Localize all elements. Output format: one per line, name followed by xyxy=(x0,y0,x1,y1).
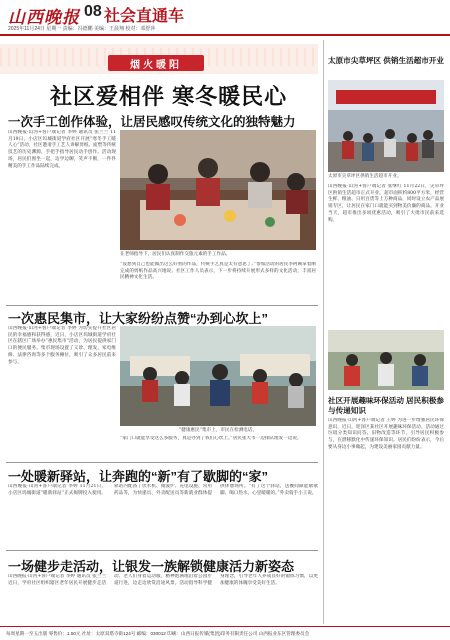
divider xyxy=(6,305,318,306)
story2-body-2: “家门口就能享受这么多服务，真是办到了我们心坎上。”居民张大爷一边排队理发一边说。 xyxy=(120,436,302,441)
page-number: 08 xyxy=(84,3,102,20)
sidebar-photo xyxy=(328,330,444,390)
lead-photo xyxy=(120,130,316,250)
divider xyxy=(6,550,318,551)
story2-photo-caption: “健康惠民”集市上，市民在检测电话。 xyxy=(178,428,258,433)
column-tag: 烟火暖阳 xyxy=(130,60,182,71)
masthead-meta: 2025年11月24日 星期一 责编：冯德鹏 美编：王晨翔 校对：邓舒萍 xyxy=(8,26,156,32)
column-divider xyxy=(323,40,324,624)
sidebar-top-caption: 太原市尖草坪区供销生活超市开业。 xyxy=(328,174,402,179)
story3-body: 山西晚报·山河+客户端记者 李婷 11月21日，小店区坞城街道“暖新驿站”正式揭牌投入使用。驿站内配备了饮水机、微波炉、充电设施、常用药品等，为快递员、外卖配送员等新就业群体提供休憩场所。“有了这个驿站，送餐间隙能歇歇脚、喝口热水，心里暖暖的。”外卖骑手小王说。 xyxy=(8,484,318,496)
lead-headline: 社区爱相伴 寒冬暖民心 xyxy=(50,84,288,109)
paper-logo: 山西晚报 xyxy=(8,8,80,28)
story4-body: 山西晚报·山河+客户端记者 李婷 通讯员 张兰兰 近日，学府社区组织辖区老年居民开展健步走活动。老人们身着运动服，精神饱满地沿着公园步道行进，边走边欣赏沿途风景。活动倡导科学健身理念，引导老年人养成良好的锻炼习惯，以更加健康的体魄享受美好生活。 xyxy=(8,574,318,586)
story2-headline: 一次惠民集市，让大家纷纷点赞“办到心坎上” xyxy=(8,311,269,326)
story4-headline: 一场健步走活动，让银发一族解锁健康活力新姿态 xyxy=(8,559,295,574)
divider xyxy=(6,462,318,463)
story3-headline: 一处暖新驿站，让奔跑的“新”有了歇脚的“家” xyxy=(8,469,269,484)
masthead xyxy=(0,0,450,36)
sidebar-bottom-body: 山西晚报·山河+客户端记者 王婷 为进一步增强居民环保意识，近日，迎泽区某社区开展趣味环保活动。活动通过垃圾分类知识问答、旧物改造等环节，引导居民积极参与，在潜移默化中传递环保知识。居民们纷纷表示，今后要从身边小事做起，为建设美丽家园贡献力量。 xyxy=(328,418,444,450)
sidebar-bottom-headline: 社区开展趣味环保活动 居民积极参与传递知识 xyxy=(328,396,445,415)
lead-subheadline: 一次手工创作体验，让居民感叹传统文化的独特魅力 xyxy=(8,115,296,129)
lead-body-2: “没想到自己也能做出这么好看的作品，传统手艺真是太有意思了。”参加活动的居民李阿姨拿着刚完成的剪纸作品高兴地说。社区工作人员表示，下一步将持续开展形式多样的文化活动，丰富居民精神文化生活。 xyxy=(120,262,316,281)
page-footer: 每周星期一至五出版 零售价：1.50元 社址：太原双塔寺街124号 邮编：030012 印刷：山西日报传媒(集团)印务有限责任公司 山西报业东区管理委员会 xyxy=(0,626,450,640)
story2-photo xyxy=(120,326,316,426)
sidebar-top-photo xyxy=(328,80,444,172)
sidebar-top-body: 山西晚报·山河+客户端记者 张继红 11月22日，尖草坪区供销生活超市正式开业。超市面积约800平方米，经营生鲜、粮油、日用百货等上万种商品，同时设立农产品展销专区，让居民在家门口就能买到物美价廉的商品。开业当天，超市推出多项优惠活动，吸引了大批市民前来选购。 xyxy=(328,184,444,223)
section-title: 社会直通车 xyxy=(104,8,185,25)
lead-photo-caption: 在老师指导下，居民们认真制作交旅元素的手工作品。 xyxy=(120,252,231,257)
lead-body-1: 山西晚报·山河+客户端记者 李婷 通讯员 张兰兰 11月19日，小店区坞城街道学府社区开展“寒冬手工暖人心”活动，社区邀请手工艺人讲解剪纸、面塑等传统技艺的历史渊源，手把手指导居民动手创作。活动现场，居民们围坐一起，边学边聊，笑声不断，一件件精美的手工作品陆续完成。 xyxy=(8,130,116,169)
sidebar-top-headline: 太原市尖草坪区 供销生活超市开业 xyxy=(328,56,445,65)
story2-body: 山西晚报·山河+客户端记者 李婷 为切实提升社区居民的幸福感和获得感，近日，小店区坞城街道学府社区在辖区广场举办“惠民集市”活动，为居民提供家门口的便民服务。集市现场设置了义诊、理发、家电维修、法律咨询等多个服务摊位，吸引了众多居民前来参与。 xyxy=(8,326,116,365)
